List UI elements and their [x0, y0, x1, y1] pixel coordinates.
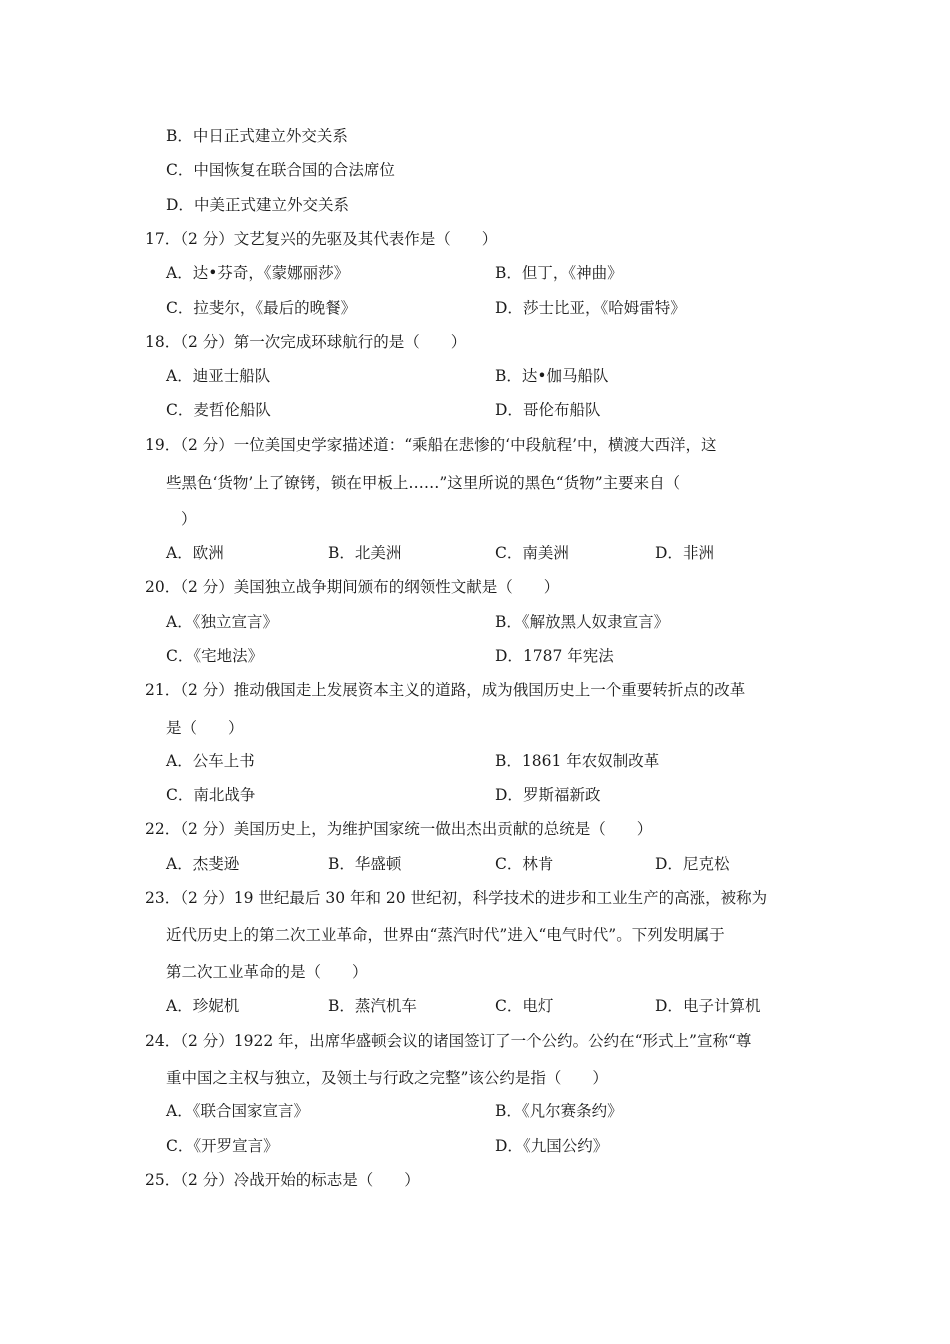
q17-option-b: B．但丁，《神曲》: [495, 264, 623, 282]
q21-stem-line2: 是（ ）: [166, 719, 244, 737]
q16-option-d: D．中美正式建立外交关系: [166, 196, 349, 214]
q17-option-c: C．拉斐尔，《最后的晚餐》: [166, 299, 357, 317]
q24-option-d: D．《九国公约》: [495, 1137, 609, 1155]
q23-option-a: A．珍妮机: [166, 997, 240, 1015]
q16-option-b: B．中日正式建立外交关系: [166, 127, 348, 145]
q18-option-a: A．迪亚士船队: [166, 367, 271, 385]
q22-option-d: D．尼克松: [655, 855, 730, 873]
q20-stem: 20．（2 分）美国独立战争期间颁布的纲领性文献是（ ）: [145, 578, 560, 596]
q19-stem-line3: ）: [181, 510, 197, 528]
q22-stem: 22．（2 分）美国历史上，为维护国家统一做出杰出贡献的总统是（ ）: [145, 820, 653, 838]
q18-option-c: C．麦哲伦船队: [166, 401, 271, 419]
q22-option-c: C．林肯: [495, 855, 554, 873]
q24-stem-line2: 重中国之主权与独立，及领土与行政之完整”该公约是指（ ）: [166, 1069, 608, 1087]
q23-option-b: B．蒸汽机车: [328, 997, 417, 1015]
q17-option-d: D．莎士比亚，《哈姆雷特》: [495, 299, 686, 317]
q18-option-d: D．哥伦布船队: [495, 401, 601, 419]
q21-option-d: D．罗斯福新政: [495, 786, 601, 804]
q19-stem-line1: 19．（2 分）一位美国史学家描述道：“乘船在悲惨的‘中段航程’中，横渡大西洋，这: [145, 436, 717, 454]
q23-option-d: D．电子计算机: [655, 997, 761, 1015]
q21-option-a: A．公车上书: [166, 752, 255, 770]
q16-option-c: C．中国恢复在联合国的合法席位: [166, 161, 395, 179]
q24-option-c: C．《开罗宣言》: [166, 1137, 279, 1155]
q24-option-b: B．《凡尔赛条约》: [495, 1102, 623, 1120]
q20-option-b: B．《解放黑人奴隶宣言》: [495, 613, 670, 631]
q24-option-a: A．《联合国家宣言》: [166, 1102, 309, 1120]
q18-stem: 18．（2 分）第一次完成环球航行的是（ ）: [145, 333, 467, 351]
q22-option-b: B．华盛顿: [328, 855, 402, 873]
q23-stem-line1: 23．（2 分）19 世纪最后 30 年和 20 世纪初，科学技术的进步和工业生产的高涨，被称为: [145, 889, 768, 907]
q19-option-c: C．南美洲: [495, 544, 569, 562]
q22-option-a: A．杰斐逊: [166, 855, 240, 873]
q23-stem-line2: 近代历史上的第二次工业革命，世界由“蒸汽时代”进入“电气时代”。下列发明属于: [166, 926, 725, 944]
q21-stem-line1: 21．（2 分）推动俄国走上发展资本主义的道路，成为俄国历史上一个重要转折点的改革: [145, 681, 746, 699]
q19-option-a: A．欧洲: [166, 544, 224, 562]
q19-stem-line2: 些黑色‘货物’上了镣铐，锁在甲板上……”这里所说的黑色“货物”主要来自（: [166, 474, 681, 492]
q17-option-a: A．达•芬奇，《蒙娜丽莎》: [166, 264, 350, 282]
q18-option-b: B．达•伽马船队: [495, 367, 609, 385]
q20-option-d: D．1787 年宪法: [495, 647, 614, 665]
q23-stem-line3: 第二次工业革命的是（ ）: [166, 963, 368, 981]
q19-option-d: D．非洲: [655, 544, 714, 562]
q25-stem: 25．（2 分）冷战开始的标志是（ ）: [145, 1171, 420, 1189]
q20-option-c: C．《宅地法》: [166, 647, 264, 665]
q24-stem-line1: 24．（2 分）1922 年，出席华盛顿会议的诸国签订了一个公约。公约在“形式上”宣称“尊: [145, 1032, 752, 1050]
q23-option-c: C．电灯: [495, 997, 554, 1015]
q20-option-a: A．《独立宣言》: [166, 613, 278, 631]
q21-option-b: B．1861 年农奴制改革: [495, 752, 660, 770]
q19-option-b: B．北美洲: [328, 544, 402, 562]
q21-option-c: C．南北战争: [166, 786, 256, 804]
q17-stem: 17．（2 分）文艺复兴的先驱及其代表作是（ ）: [145, 230, 498, 248]
